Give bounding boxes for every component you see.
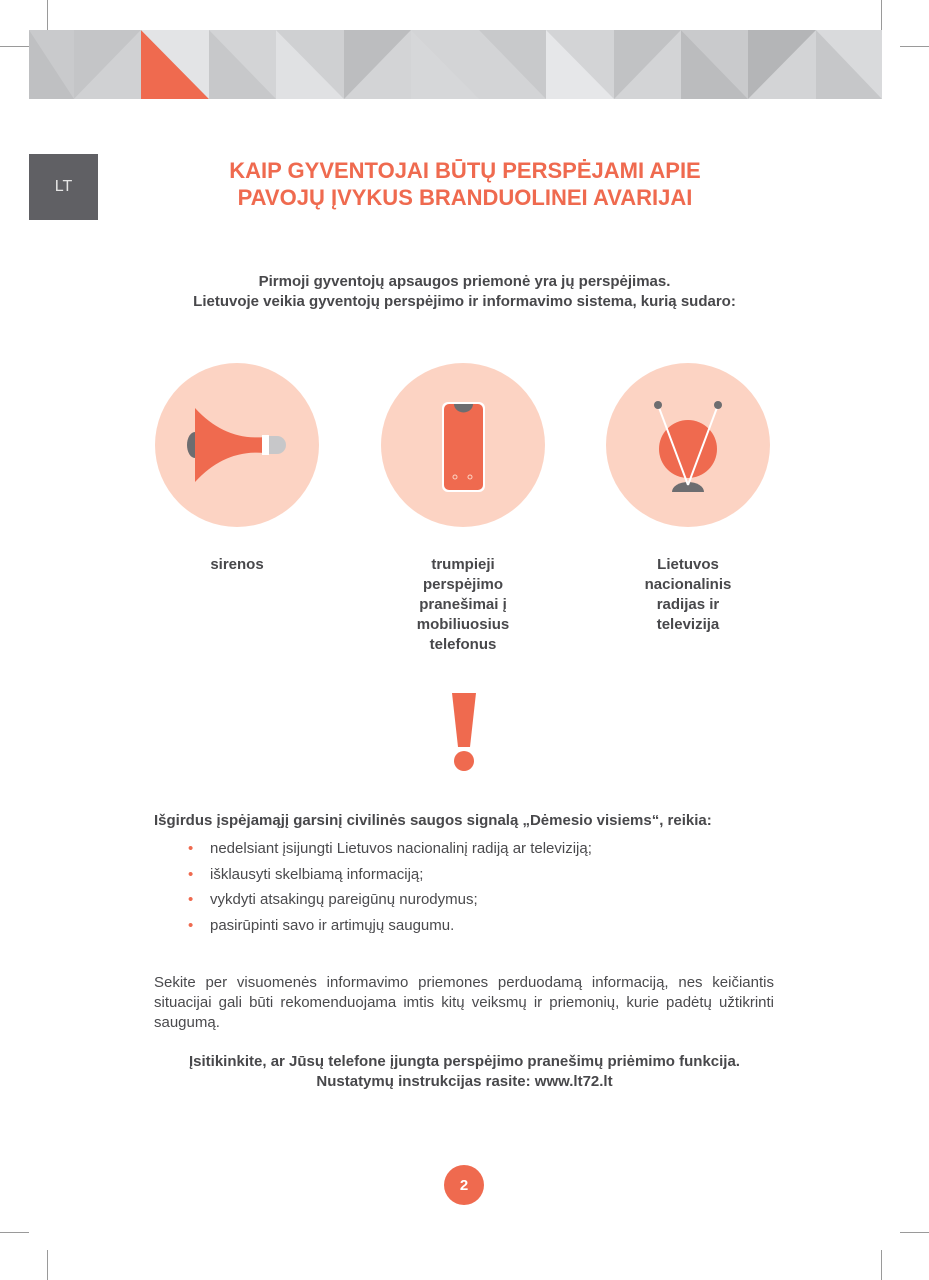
language-label: LT — [54, 178, 73, 195]
crop-mark — [0, 1232, 29, 1233]
page-number-badge — [444, 1165, 484, 1205]
list-item: • išklausyti skelbiamą informaciją; — [188, 862, 592, 888]
caption-line: perspėjimo — [422, 576, 504, 593]
crop-mark — [47, 0, 48, 30]
intro-line: Pirmoji gyventojų apsaugos priemonė yra jų perspėjimas. — [258, 273, 671, 290]
mobile-phone-icon — [381, 363, 545, 527]
crop-mark — [47, 1250, 48, 1280]
caption-line: radijas ir — [656, 596, 720, 613]
decorative-banner — [29, 30, 882, 99]
language-tab — [29, 154, 98, 220]
intro-text — [100, 272, 829, 312]
channel-caption-mobile — [383, 555, 543, 655]
caption-line: sirenos — [210, 556, 264, 573]
caption-line: Lietuvos — [657, 556, 719, 573]
crop-mark — [881, 0, 882, 30]
channel-caption-sirens — [157, 555, 317, 575]
page-title-line: PAVOJŲ ĮVYKUS BRANDUOLINEI AVARIJAI — [237, 185, 693, 210]
page-title — [120, 157, 810, 211]
tv-antenna-icon — [606, 363, 770, 527]
siren-circle — [155, 363, 319, 527]
crop-mark — [900, 1232, 929, 1233]
crop-mark — [0, 46, 29, 47]
action-list — [188, 836, 592, 938]
page-number: 2 — [459, 1176, 469, 1194]
tv-circle — [606, 363, 770, 527]
crop-mark — [881, 1250, 882, 1280]
exclamation-icon — [448, 691, 480, 773]
closing-line: Įsitikinkite, ar Jūsų telefone įjungta perspėjimo pranešimų priėmimo funkcija. — [189, 1053, 740, 1070]
caption-line: televizija — [656, 616, 720, 633]
caption-line: trumpieji — [431, 556, 495, 573]
list-item: • pasirūpinti savo ir artimųjų saugumu. — [188, 913, 592, 939]
siren-icon — [155, 363, 319, 527]
info-paragraph: Sekite per visuomenės informavimo priemones perduodamą informaciją, nes keičiantis situacijai gali būti rekomenduojama imtis kitų veiksmų ir priemonių, kurie padėtų užtikrinti saugumą. — [154, 974, 774, 1031]
list-item: • vykdyti atsakingų pareigūnų nurodymus; — [188, 887, 592, 913]
warning-heading: Išgirdus įspėjamąjį garsinį civilinės saugos signalą „Dėmesio visiems“, reikia: — [154, 812, 712, 829]
intro-line: Lietuvoje veikia gyventojų perspėjimo ir informavimo sistema, kurią sudaro: — [193, 293, 736, 310]
caption-line: mobiliuosius — [416, 616, 510, 633]
list-item: • nedelsiant įsijungti Lietuvos nacionalinį radiją ar televiziją; — [188, 836, 592, 862]
closing-note — [100, 1052, 829, 1092]
phone-circle — [381, 363, 545, 527]
caption-line: nacionalinis — [644, 576, 732, 593]
channel-caption-radio-tv — [608, 555, 768, 635]
caption-line: pranešimai į — [419, 596, 507, 613]
caption-line: telefonus — [429, 636, 497, 653]
crop-mark — [900, 46, 929, 47]
closing-line: Nustatymų instrukcijas rasite: www.lt72.lt — [316, 1073, 613, 1090]
page-title-line: KAIP GYVENTOJAI BŪTŲ PERSPĖJAMI APIE — [229, 158, 701, 183]
